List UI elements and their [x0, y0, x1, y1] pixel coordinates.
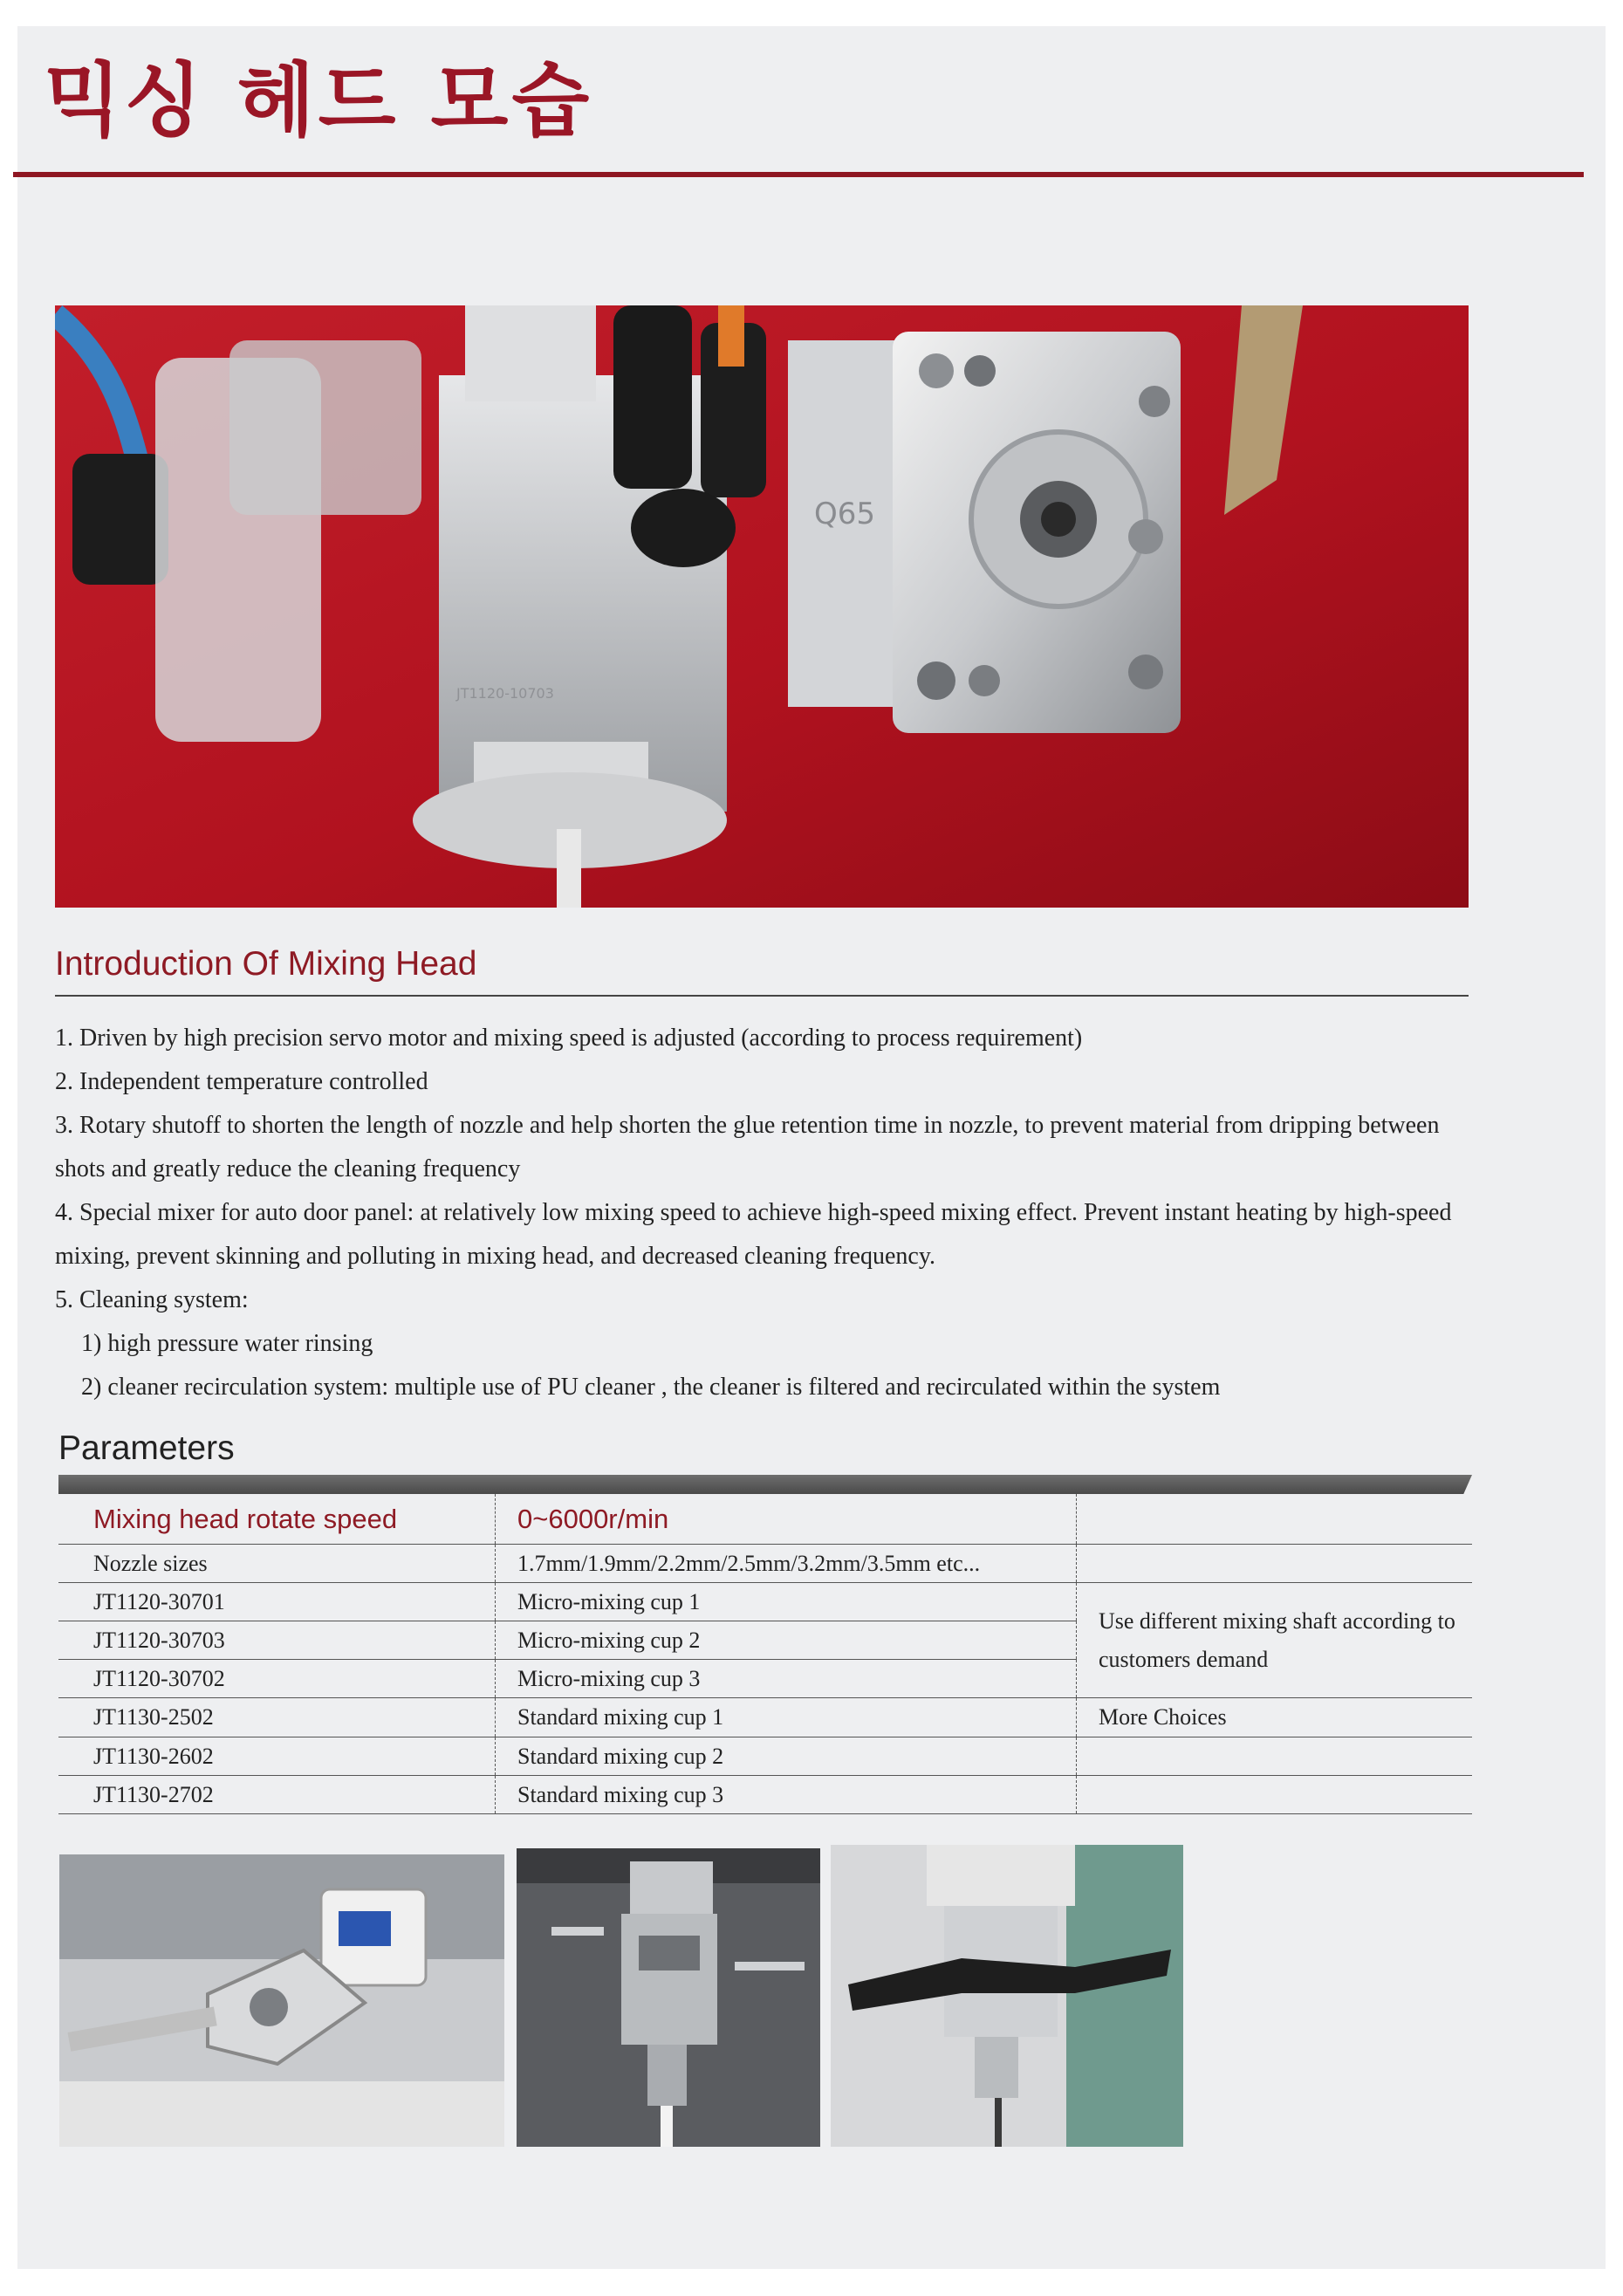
parameters-bar	[58, 1475, 1472, 1494]
param-name: Mixing head rotate speed	[58, 1494, 496, 1545]
param-name: Nozzle sizes	[58, 1545, 496, 1583]
param-name: JT1120-30703	[58, 1621, 496, 1660]
table-row	[58, 1776, 1472, 1814]
param-note-cell	[1077, 1737, 1473, 1776]
parameters-heading: Parameters	[58, 1429, 235, 1467]
hero-part-number: JT1120-10703	[456, 685, 554, 702]
table-row	[58, 1698, 1472, 1737]
param-value: Micro-mixing cup 1	[496, 1583, 1077, 1621]
param-value: 1.7mm/1.9mm/2.2mm/2.5mm/3.2mm/3.5mm etc...	[496, 1545, 1077, 1583]
param-value: 0~6000r/min	[496, 1494, 1077, 1545]
table-row	[58, 1583, 1472, 1621]
table-header-row	[58, 1494, 1472, 1545]
param-more: More Choices	[1077, 1698, 1473, 1737]
param-name: JT1120-30701	[58, 1583, 496, 1621]
param-name: JT1130-2602	[58, 1737, 496, 1776]
title-rule	[13, 172, 1584, 177]
photo-mixing-head-with-sensor	[59, 1854, 504, 2147]
param-name: JT1130-2502	[58, 1698, 496, 1737]
intro-item: 5. Cleaning system:	[55, 1286, 249, 1313]
photo-mixing-head-front	[517, 1848, 820, 2147]
param-value: Micro-mixing cup 3	[496, 1660, 1077, 1698]
introduction-rule	[55, 995, 1469, 997]
param-note-cell	[1077, 1494, 1473, 1545]
param-note: Use different mixing shaft according to customers demand	[1077, 1583, 1473, 1698]
intro-sub-item: 2) cleaner recirculation system: multiple use of PU cleaner , the cleaner is filtered and recirculated within the system	[81, 1374, 1221, 1401]
table-row	[58, 1545, 1472, 1583]
table-row	[58, 1737, 1472, 1776]
introduction-list	[55, 1017, 1473, 1409]
introduction-heading: Introduction Of Mixing Head	[55, 945, 477, 983]
intro-item: 3. Rotary shutoff to shorten the length of nozzle and help shorten the glue retention time in nozzle, to prevent material from dripping between shots and greatly reduce the cleaning frequency	[55, 1112, 1440, 1182]
intro-item: 1. Driven by high precision servo motor and mixing speed is adjusted (according to process requirement)	[55, 1025, 1083, 1052]
intro-item: 2. Independent temperature controlled	[55, 1068, 428, 1095]
intro-sub-item: 1) high pressure water rinsing	[81, 1330, 373, 1357]
param-value: Micro-mixing cup 2	[496, 1621, 1077, 1660]
param-note-cell	[1077, 1545, 1473, 1583]
param-name: JT1130-2702	[58, 1776, 496, 1814]
page-title: 믹싱 헤드 모습	[44, 54, 593, 147]
param-value: Standard mixing cup 2	[496, 1737, 1077, 1776]
param-value: Standard mixing cup 3	[496, 1776, 1077, 1814]
hero-photo-mixing-head	[55, 305, 1469, 908]
param-name: JT1120-30702	[58, 1660, 496, 1698]
photo-mixing-head-side	[831, 1845, 1183, 2147]
param-note-cell	[1077, 1776, 1473, 1814]
param-value: Standard mixing cup 1	[496, 1698, 1077, 1737]
intro-item: 4. Special mixer for auto door panel: at relatively low mixing speed to achieve high-speed mixing effect. Prevent instant heating by high-speed mixing, prevent skinning and polluting in mixing head, and decreased cleaning frequency.	[55, 1199, 1452, 1270]
hero-q65-label: Q65	[814, 497, 876, 531]
parameters-table	[58, 1494, 1472, 1814]
